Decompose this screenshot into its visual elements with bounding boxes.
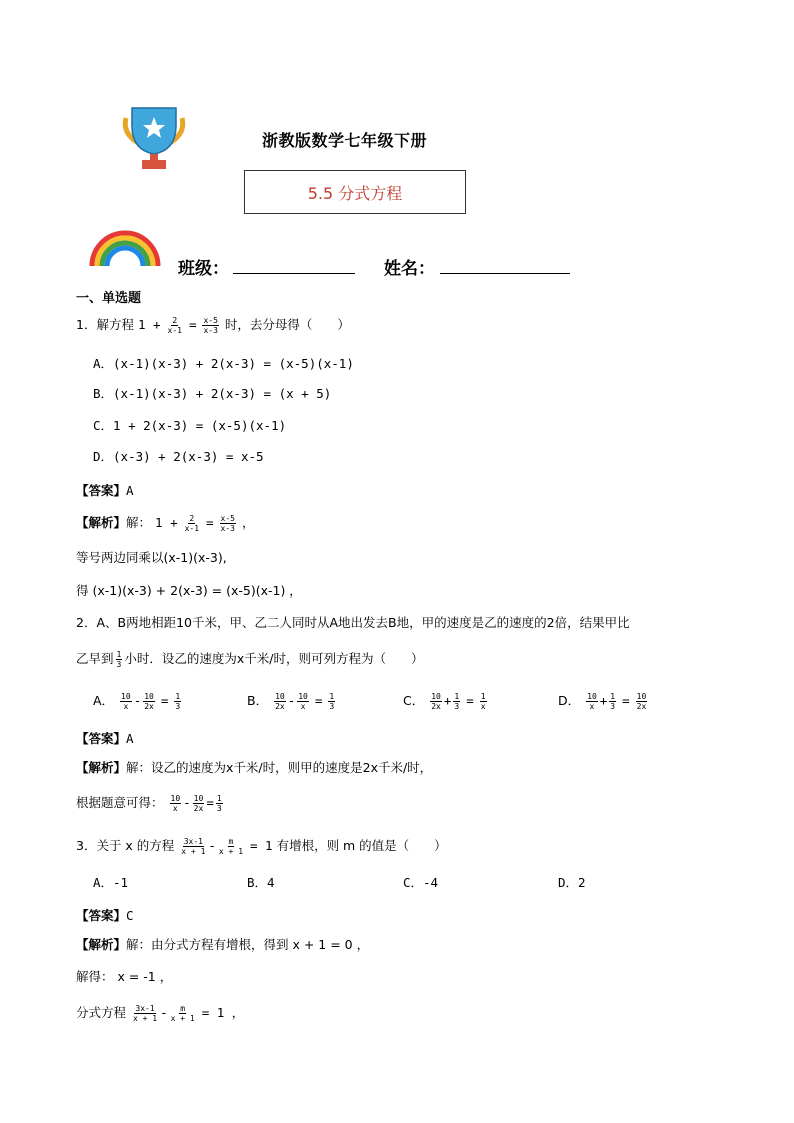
question-1-option-b[interactable]: B．(x-1)(x-3) + 2(x-3) = (x + 5) bbox=[93, 386, 332, 401]
question-2-step-1: 根据题意可得： $\frac{10}{x}$ - $\frac{10}{2x}$ = $\frac{1}{3}$ bbox=[76, 794, 222, 813]
question-2-analysis: 【解析】解：设乙的速度为x千米/时，则甲的速度是2x千米/时， bbox=[76, 760, 433, 775]
class-blank[interactable] bbox=[233, 253, 355, 274]
question-1-option-c[interactable]: C．1 + 2(x-3) = (x-5)(x-1) bbox=[93, 418, 287, 433]
rainbow-icon bbox=[88, 228, 162, 268]
question-2-option-b[interactable]: B． $\frac{10}{2x}$ - $\frac{10}{x}$ = $\frac{1}{3}$ bbox=[247, 692, 335, 711]
question-3-stem: 3．关于 x 的方程 $\frac{3x-1}{x + 1}$ - $\frac{m}{x + 1}$ = 1 有增根，则 m 的值是（ ） bbox=[76, 837, 447, 856]
question-2-option-c[interactable]: C． $\frac{10}{2x}$ + $\frac{1}{3}$ = $\frac{1}{x}$ bbox=[403, 692, 486, 711]
question-1-step-1: 等号两边同乘以(x-1)(x-3), bbox=[76, 550, 227, 565]
question-3-option-c[interactable]: C．-4 bbox=[403, 875, 439, 890]
question-3-option-a[interactable]: A．-1 bbox=[93, 875, 129, 890]
question-1-step-2: 得 (x-1)(x-3) + 2(x-3) = (x-5)(x-1) ， bbox=[76, 583, 302, 598]
question-1-option-a[interactable]: A．(x-1)(x-3) + 2(x-3) = (x-5)(x-1) bbox=[93, 356, 354, 371]
question-1-stem: 1．解方程 1 + $\frac{2}{x-1}$ = $\frac{x-5}{x-3}$ 时，去分母得（ ） bbox=[76, 316, 350, 335]
question-3-analysis: 【解析】解：由分式方程有增根，得到 x + 1 = 0 ， bbox=[76, 937, 370, 952]
class-label: 班级： bbox=[178, 259, 229, 279]
question-3-step-1: 解得： x = -1 ， bbox=[76, 969, 173, 984]
document-title: 浙教版数学七年级下册 bbox=[262, 131, 428, 150]
lesson-subtitle: 5.5 分式方程 bbox=[244, 170, 466, 214]
question-2-stem-line-1: 2．A、B两地相距10千米，甲、乙二人同时从A地出发去B地，甲的速度是乙的速度的2倍，结果甲比 bbox=[76, 615, 630, 630]
question-2-stem-line-2: 乙早到 $\frac{1}{3}$ 小时．设乙的速度为x千米/时，则可列方程为（ ） bbox=[76, 650, 424, 669]
question-1-answer: 【答案】A bbox=[76, 483, 134, 498]
question-1-option-d[interactable]: D．(x-3) + 2(x-3) = x-5 bbox=[93, 449, 264, 464]
trophy-icon bbox=[118, 104, 190, 170]
question-3-option-d[interactable]: D．2 bbox=[558, 875, 586, 890]
question-2-answer: 【答案】A bbox=[76, 731, 134, 746]
question-2-option-a[interactable]: A． $\frac{10}{x}$ - $\frac{10}{2x}$ = $\frac{1}{3}$ bbox=[93, 692, 181, 711]
name-blank[interactable] bbox=[440, 253, 570, 274]
section-heading: 一、单选题 bbox=[76, 291, 142, 306]
question-1-analysis: 【解析】解： 1 + $\frac{2}{x-1}$ = $\frac{x-5}{x-3}$ ， bbox=[76, 514, 255, 533]
question-2-option-d[interactable]: D． $\frac{10}{x}$ + $\frac{1}{3}$ = $\frac{10}{2x}$ bbox=[558, 692, 647, 711]
question-3-option-b[interactable]: B．4 bbox=[247, 875, 275, 890]
name-label: 姓名： bbox=[384, 259, 435, 279]
question-3-step-2: 分式方程 $\frac{3x-1}{x + 1}$ - $\frac{m}{x + 1}$ = 1 ， bbox=[76, 1004, 245, 1023]
question-3-answer: 【答案】C bbox=[76, 908, 134, 923]
